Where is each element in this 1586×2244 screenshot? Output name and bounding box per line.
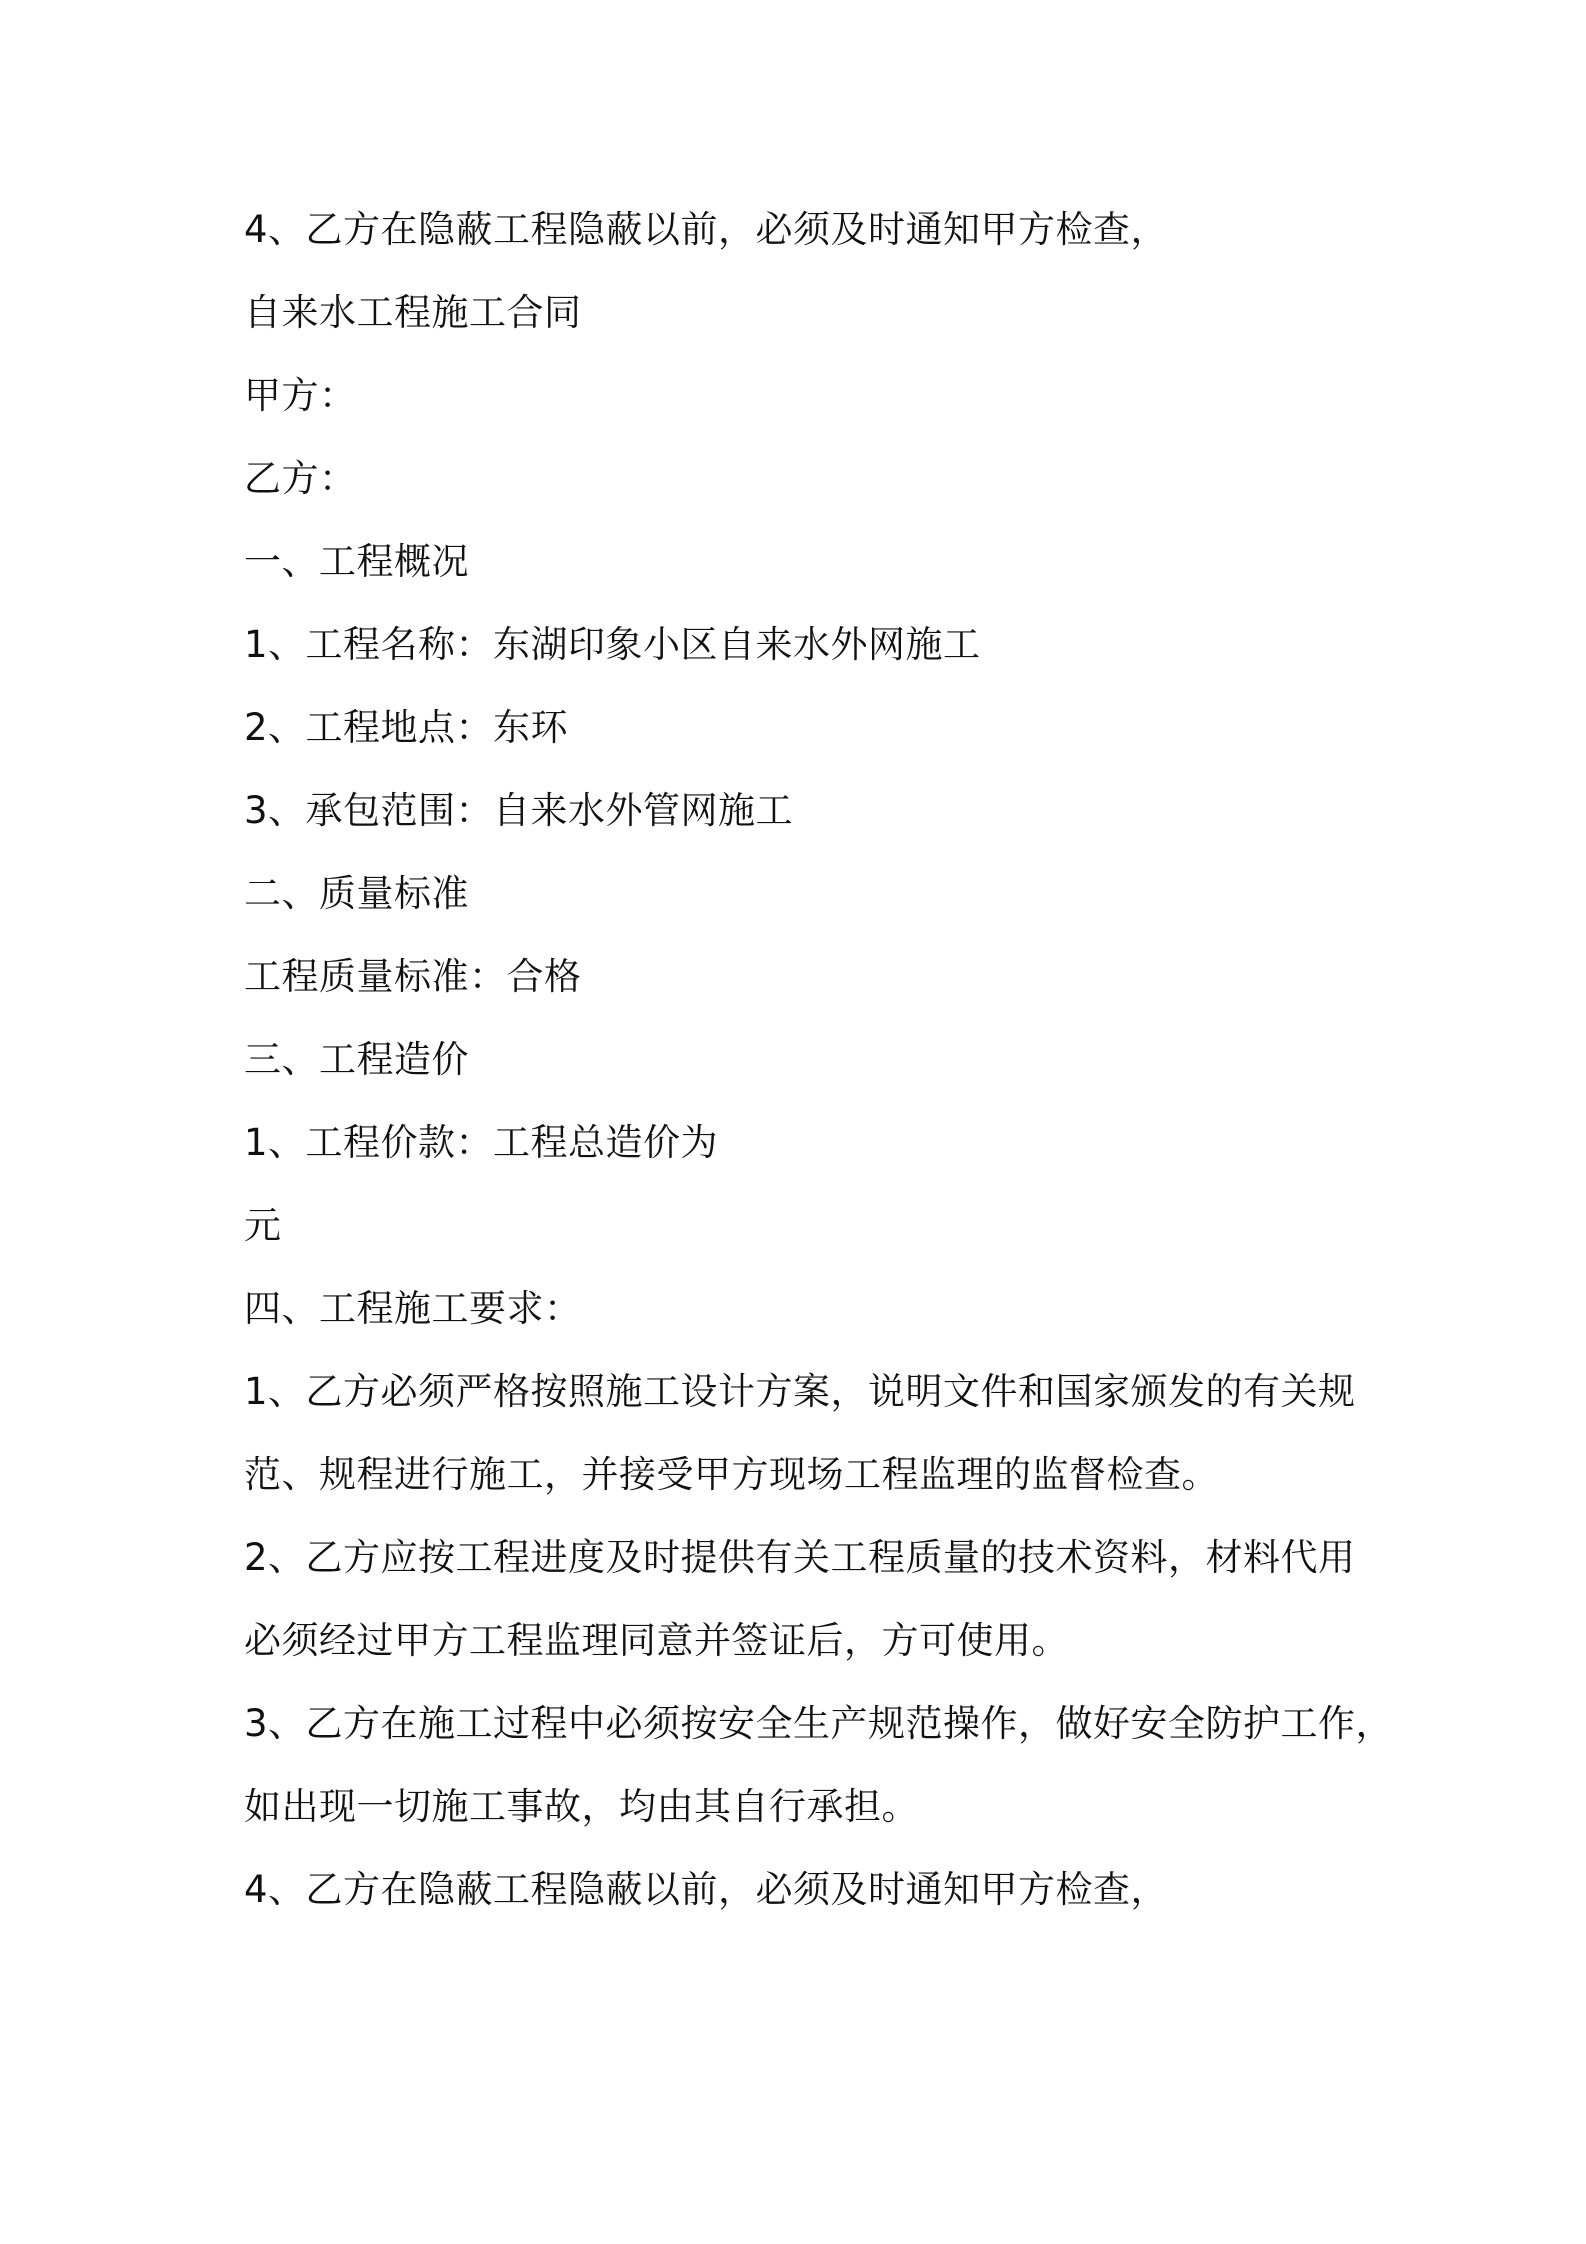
party-a-line: 甲方： — [244, 374, 357, 417]
section-heading-cost: 三、工程造价 — [244, 1038, 469, 1081]
section-heading-overview: 一、工程概况 — [244, 540, 469, 583]
text-line-req3-part1: 3、乙方在施工过程中必须按安全生产规范操作，做好安全防护工作， — [244, 1702, 1394, 1745]
text-line-currency-unit: 元 — [244, 1204, 282, 1247]
party-b-line: 乙方： — [244, 457, 357, 500]
text-line-project-price: 1、工程价款：工程总造价为 — [244, 1121, 719, 1164]
text-line-project-location: 2、工程地点：东环 — [244, 706, 569, 749]
text-line-req1-part1: 1、乙方必须严格按照施工设计方案，说明文件和国家颁发的有关规 — [244, 1370, 1356, 1413]
section-heading-requirements: 四、工程施工要求： — [244, 1287, 582, 1330]
text-line-req2-part2: 必须经过甲方工程监理同意并签证后，方可使用。 — [244, 1619, 1069, 1662]
text-line-contract-scope: 3、承包范围：自来水外管网施工 — [244, 789, 794, 832]
text-line-req1-part2: 范、规程进行施工，并接受甲方现场工程监理的监督检查。 — [244, 1453, 1219, 1496]
text-line-req4: 4、乙方在隐蔽工程隐蔽以前，必须及时通知甲方检查， — [244, 1868, 1169, 1911]
section-heading-quality: 二、质量标准 — [244, 872, 469, 915]
text-line-req2-part1: 2、乙方应按工程进度及时提供有关工程质量的技术资料，材料代用 — [244, 1536, 1356, 1579]
text-line-quality-standard: 工程质量标准：合格 — [244, 955, 582, 998]
contract-title: 自来水工程施工合同 — [244, 291, 582, 334]
text-line-hidden-work-notice-top: 4、乙方在隐蔽工程隐蔽以前，必须及时通知甲方检查， — [244, 208, 1169, 251]
text-line-req3-part2: 如出现一切施工事故，均由其自行承担。 — [244, 1785, 919, 1828]
text-line-project-name: 1、工程名称：东湖印象小区自来水外网施工 — [244, 623, 981, 666]
